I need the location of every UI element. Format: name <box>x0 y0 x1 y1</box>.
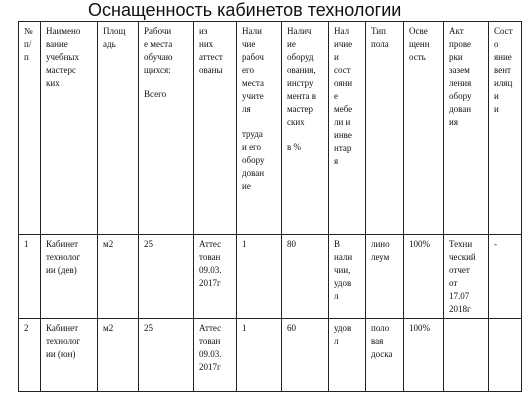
header-cell-furniture-condition: Нал ичие и сост ояни е мебе ли и инве нтар я <box>329 22 366 235</box>
table-cell: 2 <box>19 319 41 392</box>
table-cell: 1 <box>237 319 282 392</box>
table-cell: 60 <box>282 319 329 392</box>
table-cell: Аттес тован 09.03. 2017г <box>194 235 237 319</box>
header-cell-workshop-name: Наимено вание учебных мастерс ких <box>41 22 98 235</box>
table-cell: м2 <box>98 235 139 319</box>
table-cell: 100% <box>404 319 444 392</box>
header-cell-equipment-percent: Налич ие оборуд ования, инстру мента в мастер ских в % <box>282 22 329 235</box>
header-cell-teacher-workplace: Нали чие рабоч его места учите ля труда и его обору дован ие <box>237 22 282 235</box>
table-cell <box>489 319 522 392</box>
header-cell-certified: из них аттест ованы <box>194 22 237 235</box>
table-cell: В нали чии, удов л <box>329 235 366 319</box>
header-cell-area: Площ адь <box>98 22 139 235</box>
header-cell-student-workplaces: Рабочи е места обучаю щихся: Всего <box>139 22 194 235</box>
table-cell: лино леум <box>366 235 404 319</box>
header-cell-ventilation: Состо яние вент иляци и <box>489 22 522 235</box>
table-cell: поло вая доска <box>366 319 404 392</box>
table-header-row <box>19 22 522 235</box>
header-cell-number: № п/ п <box>19 22 41 235</box>
table-cell: м2 <box>98 319 139 392</box>
table-cell: Кабинет технолог ии (дев) <box>41 235 98 319</box>
table-cell: 1 <box>19 235 41 319</box>
page-title: Оснащенность кабинетов технологии <box>88 0 402 20</box>
header-cell-floor-type: Тип пола <box>366 22 404 235</box>
table-cell: Аттес тован 09.03. 2017г <box>194 319 237 392</box>
table-cell: 80 <box>282 235 329 319</box>
table-row <box>19 235 522 319</box>
table-cell: 25 <box>139 319 194 392</box>
equipment-table <box>18 21 522 392</box>
header-cell-grounding-act: Акт прове рки зазем ления обору дован ия <box>444 22 489 235</box>
table-cell: - <box>489 235 522 319</box>
table-cell: 25 <box>139 235 194 319</box>
table-cell: 1 <box>237 235 282 319</box>
table-cell <box>444 319 489 392</box>
table-cell: Техни ческий отчет от 17.07 2018г <box>444 235 489 319</box>
table-row <box>19 319 522 392</box>
table-cell: удов л <box>329 319 366 392</box>
table-cell: 100% <box>404 235 444 319</box>
table-cell: Кабинет технолог ии (юн) <box>41 319 98 392</box>
header-cell-lighting: Осве щенн ость <box>404 22 444 235</box>
